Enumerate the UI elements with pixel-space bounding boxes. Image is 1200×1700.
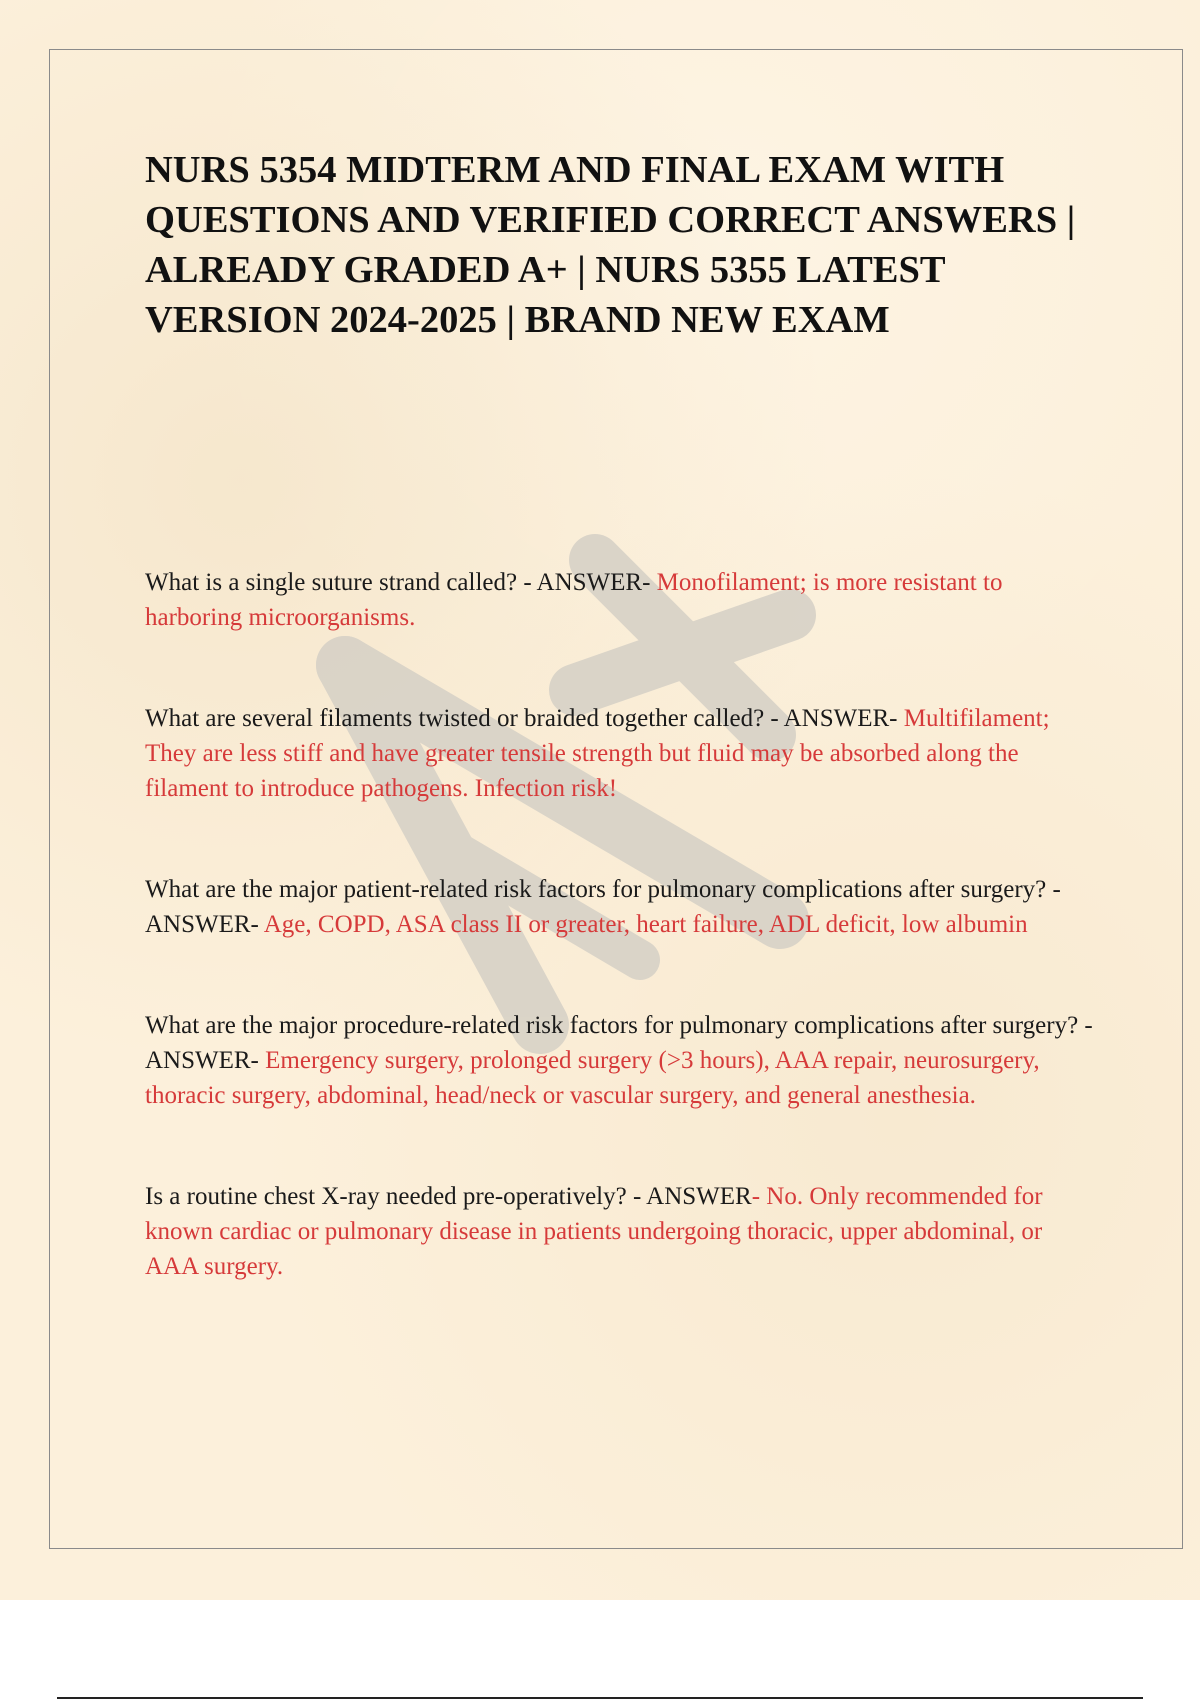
answer-text: Age, COPD, ASA class II or greater, heart failure, ADL deficit, low albumin <box>263 911 1028 938</box>
qa-item-4 <box>145 1008 1095 1113</box>
question-text: What are several filaments twisted or braided together called? - ANSWER- <box>145 705 904 732</box>
question-text: What is a single suture strand called? - ANSWER- <box>145 569 657 596</box>
qa-item-5 <box>145 1179 1095 1284</box>
qa-item-2 <box>145 701 1095 806</box>
answer-text: Monofilament; is more resistant to harboring microorganisms. <box>145 569 1003 631</box>
question-text: What are the major procedure-related risk factors for pulmonary complications after surgery? - ANSWER- <box>145 1012 1093 1074</box>
question-text: What are the major patient-related risk factors for pulmonary complications after surgery? - ANSWER- <box>145 876 1061 938</box>
question-text: Is a routine chest X-ray needed pre-operatively? - ANSWER <box>145 1183 752 1210</box>
qa-list <box>145 565 1095 1284</box>
qa-item-3 <box>145 872 1095 942</box>
page-divider-line <box>57 1697 1143 1699</box>
answer-text: - No. Only recommended for known cardiac or pulmonary disease in patients undergoing thoracic, upper abdominal, or AAA surgery. <box>145 1183 1043 1280</box>
qa-item-1 <box>145 565 1095 635</box>
answer-text: Emergency surgery, prolonged surgery (>3 hours), AAA repair, neurosurgery, thoracic surgery, abdominal, head/neck or vascular surgery, and general anesthesia. <box>145 1047 1040 1109</box>
answer-text: Multifilament; They are less stiff and have greater tensile strength but fluid may be absorbed along the filament to introduce pathogens. Infection risk! <box>145 705 1050 802</box>
document-title: NURS 5354 MIDTERM AND FINAL EXAM WITH QUESTIONS AND VERIFIED CORRECT ANSWERS | ALREADY GRADED A+ | NURS 5355 LATEST VERSION 2024-2025 | BRAND NEW EXAM <box>145 149 1076 341</box>
